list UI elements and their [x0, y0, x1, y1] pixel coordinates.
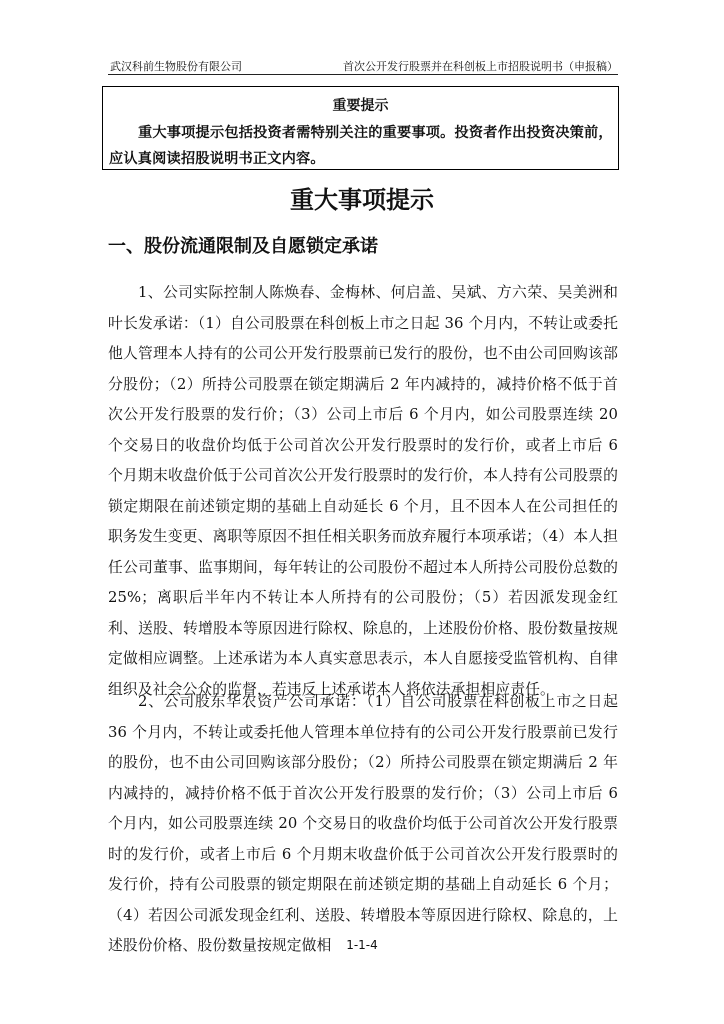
header-company-name: 武汉科前生物股份有限公司	[110, 60, 242, 73]
header-document-name: 首次公开发行股票并在科创板上市招股说明书（申报稿）	[343, 60, 618, 73]
page-number: 1-1-4	[346, 938, 378, 952]
paragraph-1: 1、公司实际控制人陈焕春、金梅林、何启盖、吴斌、方六荣、吴美洲和叶长发承诺：（1）自公司股票在科创板上市之日起 36 个月内，不转让或委托他人管理本人持有的公司公开发行股票前已发行的股份，也不由公司回购该部分股份；（2）所持公司股票在锁定期满后 2 年内减持的，减持价格不低于首次公开发行股票的发行价；（3）公司上市后 6 个月内，如公司股票连续 20 个交易日的收盘价均低于公司首次公开发行股票时的发行价，或者上市后 6 个月期末收盘价低于公司首次公开发行股票时的发行价，本人持有公司股票的锁定期限在前述锁定期的基础上自动延长 6 个月，且不因本人在公司担任的职务发生变更、离职等原因不担任相关职务而放弃履行本项承诺；（4）本人担任公司董事、监事期间，每年转让的公司股份不超过本人所持公司股份总数的 25%；离职后半年内不转让本人所持有的公司股份；（5）若因派发现金红利、送股、转增股本等原因进行除权、除息的，上述股份价格、股份数量按规定做相应调整。上述承诺为本人真实意思表示，本人自愿接受监管机构、自律组织及社会公众的监督，若违反上述承诺本人将依法承担相应责任。	[108, 284, 618, 698]
section-heading: 一、股份流通限制及自愿锁定承诺	[108, 236, 378, 257]
notice-text: 重大事项提示包括投资者需特别关注的重要事项。投资者作出投资决策前，应认真阅读招股说明书正文内容。	[109, 125, 613, 167]
paragraph-2: 2、公司股东华农资产公司承诺：（1）自公司股票在科创板上市之日起 36 个月内，不转让或委托他人管理本单位持有的公司公开发行股票前已发行的股份，也不由公司回购该部分股份；（2）所持公司股票在锁定期满后 2 年内减持的，减持价格不低于首次公开发行股票的发行价；（3）公司上市后 6 个月内，如公司股票连续 20 个交易日的收盘价均低于公司首次公开发行股票时的发行价，或者上市后 6 个月期末收盘价低于公司首次公开发行股票时的发行价，持有公司股票的锁定期限在前述锁定期的基础上自动延长 6 个月；（4）若因公司派发现金红利、送股、转增股本等原因进行除权、除息的，上述股份价格、股份数量按规定做相	[108, 693, 618, 954]
page-title: 重大事项提示	[290, 186, 434, 214]
page-header	[108, 54, 618, 75]
important-notice-box	[102, 86, 619, 170]
notice-title: 重要提示	[332, 98, 389, 114]
